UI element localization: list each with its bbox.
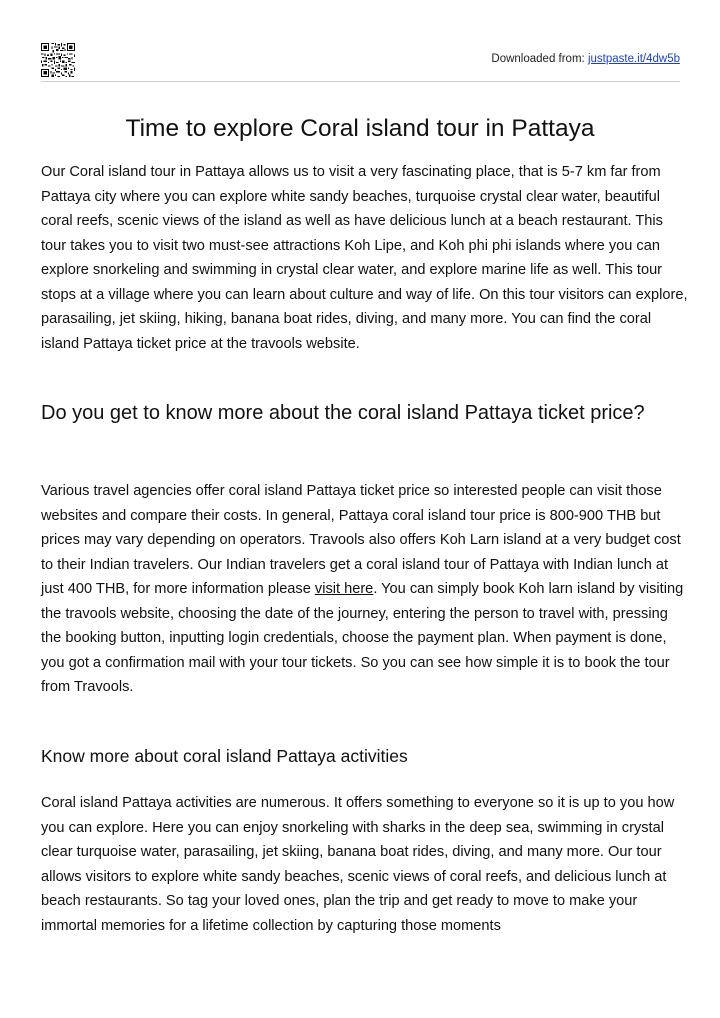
qr-code-icon	[41, 43, 75, 77]
page-title: Time to explore Coral island tour in Pattaya	[125, 115, 595, 142]
ticket-price-text-part1: Various travel agencies offer coral island Pattaya ticket price so interested people can visit those websites and compare their costs. In general, Pattaya coral island tour price is 800-900 THB but prices may vary depending on operators. Travools also offers Koh Larn island at a very budget cost to their Indian travelers. Our Indian travelers get a coral island tour of Pattaya with Indian lunch at just 400 THB, for more information please	[41, 483, 681, 597]
downloaded-from-label: Downloaded from:	[491, 53, 585, 65]
source-link[interactable]: justpaste.it/4dw5b	[587, 53, 680, 65]
download-source	[491, 53, 680, 65]
activities-paragraph: Coral island Pattaya activities are numerous. It offers something to everyone so it is up to you how you can explore. Here you can enjoy snorkeling with sharks in the deep sea, swimming in crystal clear turquoise water, parasailing, jet skiing, banana boat rides, diving, and many more. Our tour allows visitors to explore white sandy beaches, scenic views of coral reefs, and delicious lunch at beach restaurants. So tag your loved ones, plan the trip and get ready to move to make your immortal memories for a lifetime collection by capturing those moments	[41, 795, 675, 934]
intro-paragraph: Our Coral island tour in Pattaya allows us to visit a very fascinating place, that is 5-7 km far from Pattaya city where you can explore white sandy beaches, turquoise crystal clear water, beautiful coral reefs, scenic views of the island as well as have delicious lunch at a beach restaurant. This tour takes you to visit two must-see attractions Koh Lipe, and Koh phi phi islands where you can explore snorkeling and swimming in crystal clear water, and explore marine life as well. This tour stops at a village where you can learn about culture and way of life. On this tour visitors can explore, parasailing, jet skiing, hiking, banana boat rides, diving, and many more. You can find the coral island Pattaya ticket price at the travools website.	[41, 164, 688, 352]
ticket-price-paragraph	[41, 479, 691, 700]
ticket-price-text-part2: . You can simply book Koh larn island by visiting the travools website, choosing the date of the journey, entering the person to travel with, pressing the booking button, inputting login credentials, choose the payment plan. When payment is done, you got a confirmation mail with your tour tickets. So you can see how simple it is to book the tour from Travools.	[41, 581, 684, 695]
visit-here-link[interactable]: visit here	[314, 581, 374, 597]
section-heading-ticket-price: Do you get to know more about the coral island Pattaya ticket price?	[41, 402, 645, 424]
section-heading-activities: Know more about coral island Pattaya activities	[41, 746, 408, 766]
page-header	[41, 43, 680, 82]
